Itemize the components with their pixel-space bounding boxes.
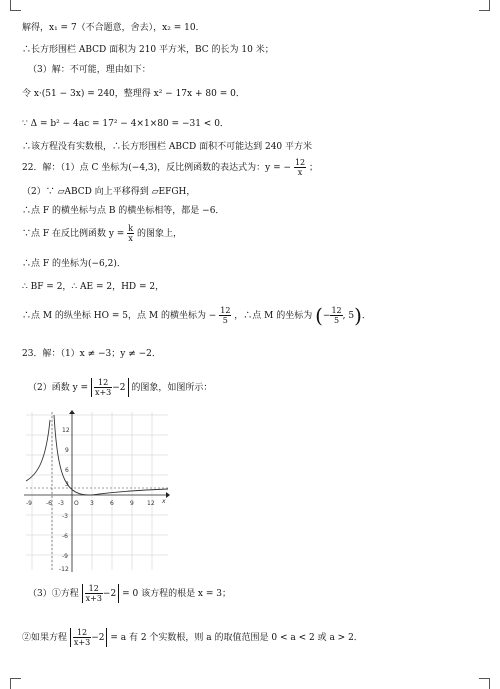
y-tick-label: -9 — [62, 553, 68, 560]
text-segment: −2 — [91, 633, 105, 643]
fraction-denominator: x+3 — [73, 638, 91, 647]
x-tick-label: -9 — [26, 500, 32, 507]
page-corner-mark — [479, 678, 490, 689]
left-paren: ( — [315, 303, 323, 328]
x-tick-label: 12 — [147, 500, 155, 507]
solution-line: （2）∵ ▱ABCD 向上平移得到 ▱EFGH， — [22, 187, 196, 197]
fraction — [127, 224, 134, 243]
text-segment: ∴点 M 的纵坐标 HO = 5，点 M 的横坐标为 − — [22, 311, 217, 321]
x-axis-label: x — [162, 498, 166, 505]
absolute-value — [91, 378, 129, 397]
x-tick-label: 9 — [130, 500, 134, 507]
solution-line: （3）解：不可能，理由如下： — [28, 65, 151, 75]
text-segment: −2 — [112, 383, 126, 393]
text-segment: , 5 — [342, 311, 355, 321]
y-tick-label: -6 — [62, 533, 68, 540]
solution-line — [22, 303, 371, 328]
fraction — [219, 306, 231, 325]
solution-line — [28, 584, 231, 603]
curve-left-branch — [26, 420, 50, 481]
fraction-numerator: k — [128, 224, 134, 233]
text-segment: （3）①方程 — [28, 589, 79, 599]
x-tick-label: 3 — [90, 500, 94, 507]
fraction — [85, 584, 103, 603]
text-segment: 的图象上， — [136, 229, 182, 239]
solution-line — [22, 628, 363, 647]
page-corner-mark — [10, 678, 21, 689]
fraction — [73, 628, 91, 647]
x-axis-arrow — [166, 492, 170, 498]
solution-line — [28, 378, 212, 397]
solution-line: ∴该方程没有实数根，∴长方形围栏 ABCD 面积不可能达到 240 平方米 — [22, 142, 313, 152]
fraction-denominator: x+3 — [94, 388, 112, 397]
solution-line: ∴点 F 的横坐标与点 B 的横坐标相等，都是 −6． — [22, 206, 225, 216]
fraction-denominator: x+3 — [85, 594, 102, 603]
solution-line: ∴长方形围栏 ABCD 面积为 210 平方米，BC 的长为 10 米； — [22, 45, 274, 55]
y-tick-label: -12 — [59, 566, 69, 573]
text-segment: 的图象，如图所示： — [131, 383, 213, 393]
y-tick-label: 9 — [65, 447, 69, 454]
text-segment: ②如果方程 — [22, 633, 68, 643]
fraction-denominator: x — [128, 234, 133, 243]
fraction-numerator: 12 — [85, 584, 103, 594]
fraction-denominator: 5 — [334, 316, 340, 325]
fraction — [294, 158, 306, 177]
solution-line: 解得，x₁ = 7（不合题意，舍去），x₂ = 10． — [22, 23, 205, 33]
solution-line — [22, 224, 182, 243]
text-segment: （2）函数 y = — [28, 383, 89, 393]
text-segment: = 0 该方程的根是 x = 3； — [122, 589, 231, 599]
solution-line: ∵ Δ = b² − 4ac = 17² − 4×1×80 = −31 < 0． — [22, 119, 229, 129]
y-tick-label: 12 — [62, 427, 70, 434]
x-tick-label: -3 — [58, 500, 64, 507]
fraction-numerator: 12 — [220, 306, 231, 315]
y-axis-arrow — [69, 410, 75, 414]
text-segment: ； — [309, 163, 319, 173]
solution-line: 令 x·(51 − 3x) = 240，整理得 x² − 17x + 80 = 0． — [22, 89, 245, 99]
fraction-denominator: x — [297, 168, 303, 177]
page-corner-mark — [479, 0, 490, 11]
fraction — [330, 306, 342, 325]
fraction — [94, 378, 112, 397]
text-segment: − — [322, 311, 331, 321]
y-tick-label: -3 — [62, 513, 68, 520]
function-graph — [22, 410, 172, 575]
fraction-numerator: 12 — [94, 378, 112, 388]
text-segment: −2 — [102, 589, 117, 599]
solution-line — [22, 158, 318, 177]
page-corner-mark — [10, 0, 21, 11]
text-segment: 22．解：（1）点 C 坐标为(−4,3)，反比例函数的表达式为：y = − — [22, 163, 292, 173]
right-paren: ) — [354, 303, 362, 328]
fraction-denominator: 5 — [222, 316, 228, 325]
solution-line: ∴点 F 的坐标为(−6,2)． — [22, 259, 126, 269]
text-segment: ，∴点 M 的坐标为 — [234, 311, 313, 321]
origin-label: O — [74, 500, 79, 507]
solution-line: 23．解：（1）x ≠ −3；y ≠ −2． — [22, 349, 161, 359]
solution-line: ∴ BF = 2，∴ AE = 2，HD = 2， — [22, 282, 165, 292]
text-segment: ． — [361, 311, 371, 321]
text-segment: ∵点 F 在反比例函数 y = — [22, 229, 125, 239]
absolute-value — [70, 628, 108, 647]
absolute-value — [82, 584, 120, 603]
y-tick-label: 3 — [65, 481, 69, 488]
fraction-numerator: 12 — [294, 158, 306, 167]
y-tick-label: 6 — [65, 467, 69, 474]
fraction-numerator: 12 — [331, 306, 342, 315]
text-segment: = a 有 2 个实数根，则 a 的取值范围是 0 < a < 2 或 a > 2． — [110, 633, 363, 643]
fraction-numerator: 12 — [73, 628, 91, 638]
x-tick-label: -6 — [46, 500, 52, 507]
graph-grid — [26, 412, 168, 570]
x-tick-label: 6 — [110, 500, 114, 507]
